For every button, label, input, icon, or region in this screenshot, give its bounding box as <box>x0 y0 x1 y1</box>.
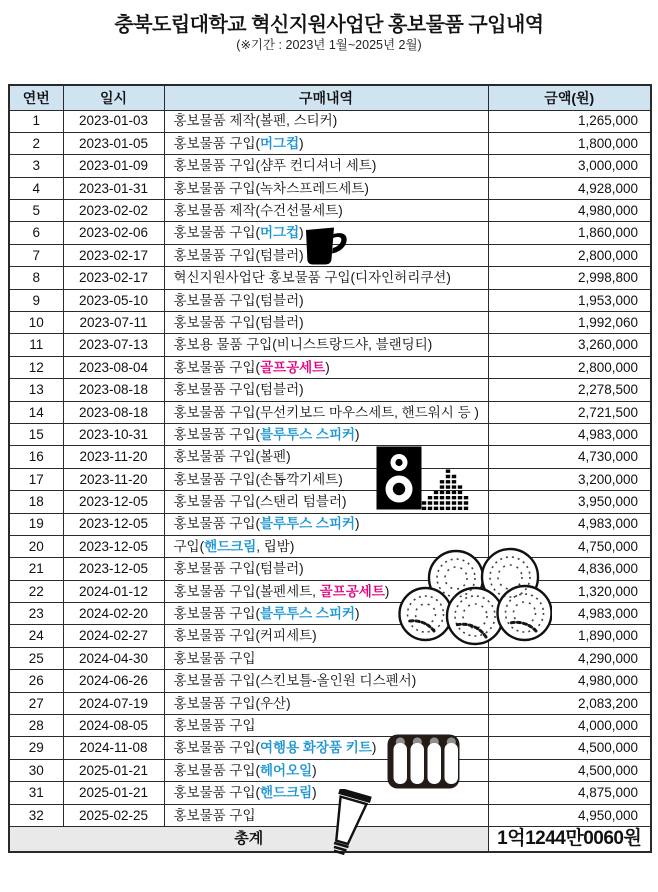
row-number: 4 <box>9 177 63 199</box>
table-row <box>9 356 651 378</box>
table-row <box>9 289 651 311</box>
row-date: 2023-12-05 <box>63 513 164 535</box>
item-text-post: ) <box>299 135 304 151</box>
table-row <box>9 468 651 490</box>
row-date: 2023-07-11 <box>63 312 164 334</box>
item-text-post: ) <box>355 426 360 442</box>
table-row <box>9 244 651 266</box>
item-highlight: 머그컵 <box>260 135 300 151</box>
row-item <box>164 647 488 669</box>
row-amount: 1,320,000 <box>488 580 651 602</box>
row-number: 2 <box>9 132 63 154</box>
row-date: 2023-02-02 <box>63 200 164 222</box>
item-text: 홍보물품 구입( <box>173 740 260 756</box>
row-amount: 4,500,000 <box>488 759 651 781</box>
table-body <box>9 110 651 827</box>
item-text: 홍보물품 구입(텀블러) <box>173 314 304 330</box>
row-number: 1 <box>9 110 63 132</box>
row-item <box>164 177 488 199</box>
row-date: 2024-04-30 <box>63 647 164 669</box>
item-highlight: 헤어오일 <box>260 762 313 778</box>
item-text: 홍보물품 구입( <box>173 426 260 442</box>
row-item <box>164 312 488 334</box>
row-date: 2023-12-05 <box>63 558 164 580</box>
row-number: 21 <box>9 558 63 580</box>
item-highlight: 블루투스 스피커 <box>260 426 356 442</box>
item-text: 홍보물품 구입( <box>173 135 260 151</box>
row-number: 22 <box>9 580 63 602</box>
row-item <box>164 491 488 513</box>
item-text-post: ) <box>299 225 304 241</box>
item-text: 홍보물품 구입(우산) <box>173 695 291 711</box>
row-date: 2025-02-25 <box>63 804 164 826</box>
row-amount: 4,000,000 <box>488 715 651 737</box>
row-date: 2024-06-26 <box>63 670 164 692</box>
table-row <box>9 379 651 401</box>
table-row <box>9 513 651 535</box>
row-number: 3 <box>9 155 63 177</box>
table-row <box>9 491 651 513</box>
row-item <box>164 603 488 625</box>
row-item <box>164 580 488 602</box>
row-amount: 2,800,000 <box>488 244 651 266</box>
row-number: 5 <box>9 200 63 222</box>
item-text: 홍보물품 구입(녹차스프레드세트) <box>173 180 369 196</box>
row-number: 17 <box>9 468 63 490</box>
item-text: 홍보물품 구입(샴푸 컨디셔너 세트) <box>173 158 377 174</box>
table-row <box>9 401 651 423</box>
row-number: 16 <box>9 446 63 468</box>
item-text: 홍보물품 구입(텀블러) <box>173 382 304 398</box>
item-text: 홍보물품 제작(수건선물세트) <box>173 203 343 218</box>
col-header-amount: 금액(원) <box>488 85 651 110</box>
row-amount: 2,721,500 <box>488 401 651 423</box>
row-number: 11 <box>9 334 63 356</box>
row-amount: 3,000,000 <box>488 155 651 177</box>
item-text: 홍보물품 구입 <box>173 717 256 733</box>
table-row <box>9 312 651 334</box>
table-row <box>9 782 651 804</box>
table-row <box>9 334 651 356</box>
item-text: 홍보물품 구입(텀블러) <box>173 247 304 263</box>
row-date: 2023-01-03 <box>63 110 164 132</box>
row-item <box>164 670 488 692</box>
row-date: 2023-11-20 <box>63 468 164 490</box>
table-row <box>9 155 651 177</box>
row-amount: 4,950,000 <box>488 804 651 826</box>
row-date: 2023-01-31 <box>63 177 164 199</box>
total-label: 총계 <box>9 827 488 852</box>
table-row <box>9 535 651 557</box>
row-amount: 4,983,000 <box>488 513 651 535</box>
item-highlight: 머그컵 <box>260 225 300 241</box>
page-subtitle: (※기간 : 2023년 1월~2025년 2월) <box>236 38 422 52</box>
table-row <box>9 670 651 692</box>
item-text-post: ) <box>384 583 390 599</box>
table-row <box>9 200 651 222</box>
row-number: 12 <box>9 356 63 378</box>
row-number: 8 <box>9 267 63 289</box>
purchase-table <box>8 84 652 853</box>
table-row <box>9 132 651 154</box>
row-number: 7 <box>9 244 63 266</box>
row-date: 2024-08-05 <box>63 715 164 737</box>
table-row <box>9 759 651 781</box>
row-item <box>164 289 488 311</box>
row-date: 2025-01-21 <box>63 782 164 804</box>
item-highlight: 골프공세트 <box>319 583 385 599</box>
row-number: 30 <box>9 759 63 781</box>
row-item <box>164 715 488 737</box>
item-text-post: ) <box>312 762 317 778</box>
row-date: 2023-05-10 <box>63 289 164 311</box>
item-text-post: ) <box>312 785 317 801</box>
item-text: 홍보물품 구입(무선키보드 마우스세트, 핸드워시 등 ) <box>173 404 479 420</box>
row-date: 2023-01-05 <box>63 132 164 154</box>
item-text: 홍보물품 구입 <box>173 807 256 823</box>
row-number: 28 <box>9 715 63 737</box>
page-title: 충북도립대학교 혁신지원사업단 홍보물품 구입내역 <box>114 14 544 36</box>
item-highlight: 여행용 화장품 키트 <box>260 740 372 756</box>
row-amount: 1,890,000 <box>488 625 651 647</box>
row-date: 2023-12-05 <box>63 535 164 557</box>
row-number: 18 <box>9 491 63 513</box>
row-date: 2023-11-20 <box>63 446 164 468</box>
row-number: 15 <box>9 423 63 445</box>
row-number: 13 <box>9 379 63 401</box>
item-highlight: 블루투스 스피커 <box>260 516 356 532</box>
row-date: 2024-11-08 <box>63 737 164 759</box>
table-row <box>9 558 651 580</box>
row-item <box>164 625 488 647</box>
row-amount: 4,983,000 <box>488 423 651 445</box>
row-item <box>164 804 488 826</box>
row-number: 25 <box>9 647 63 669</box>
item-text: 홍보물품 구입( <box>173 516 260 532</box>
item-text: 혁신지원사업단 홍보물품 구입(디자인허리쿠션) <box>173 270 451 286</box>
row-item <box>164 535 488 557</box>
row-number: 31 <box>9 782 63 804</box>
row-item <box>164 200 488 222</box>
row-amount: 1,992,060 <box>488 312 651 334</box>
row-item <box>164 468 488 490</box>
row-item <box>164 423 488 445</box>
item-text: 홍보물품 구입(텀블러) <box>173 561 304 577</box>
row-amount: 4,928,000 <box>488 177 651 199</box>
item-text: 홍보물품 구입(커피세트) <box>173 628 317 644</box>
row-date: 2023-02-17 <box>63 267 164 289</box>
item-text: 홍보용 물품 구입(비니스트랑드샤, 블랜딩티) <box>173 337 433 353</box>
row-amount: 4,980,000 <box>488 200 651 222</box>
total-amount: 1억1244만0060원 <box>488 827 651 852</box>
table-row <box>9 267 651 289</box>
row-number: 19 <box>9 513 63 535</box>
table-row <box>9 625 651 647</box>
row-item <box>164 356 488 378</box>
row-number: 10 <box>9 312 63 334</box>
row-item <box>164 558 488 580</box>
row-amount: 3,950,000 <box>488 491 651 513</box>
row-amount: 2,800,000 <box>488 356 651 378</box>
row-date: 2023-08-18 <box>63 379 164 401</box>
row-amount: 1,860,000 <box>488 222 651 244</box>
row-item <box>164 379 488 401</box>
table-row <box>9 110 651 132</box>
row-amount: 4,750,000 <box>488 535 651 557</box>
row-number: 14 <box>9 401 63 423</box>
item-highlight: 핸드크림 <box>260 785 313 801</box>
item-text: 홍보물품 구입( <box>173 785 260 801</box>
row-item <box>164 401 488 423</box>
table-row <box>9 580 651 602</box>
row-item <box>164 155 488 177</box>
row-amount: 4,836,000 <box>488 558 651 580</box>
item-text: 홍보물품 구입(스킨보틀-올인원 디스펜서) <box>173 673 417 689</box>
row-item <box>164 132 488 154</box>
row-number: 26 <box>9 670 63 692</box>
item-highlight: 골프공세트 <box>260 359 326 375</box>
item-text-post: ) <box>371 740 377 756</box>
row-item <box>164 110 488 132</box>
row-amount: 3,200,000 <box>488 468 651 490</box>
row-item <box>164 334 488 356</box>
item-text: 구입( <box>173 538 205 554</box>
table-row <box>9 423 651 445</box>
item-text: 홍보물품 구입(스탠리 텀블러) <box>173 494 347 510</box>
row-number: 29 <box>9 737 63 759</box>
row-date: 2023-07-13 <box>63 334 164 356</box>
item-text-post: , 립밤) <box>256 538 295 554</box>
row-date: 2024-07-19 <box>63 692 164 714</box>
row-item <box>164 692 488 714</box>
item-text-post: ) <box>355 606 360 622</box>
row-number: 23 <box>9 603 63 625</box>
row-item <box>164 446 488 468</box>
row-item <box>164 267 488 289</box>
row-date: 2023-02-06 <box>63 222 164 244</box>
row-item <box>164 737 488 759</box>
item-text: 홍보물품 구입 <box>173 650 256 666</box>
item-text: 홍보물품 구입( <box>173 606 260 622</box>
item-text: 홍보물품 구입(텀블러) <box>173 292 304 308</box>
item-text-post: ) <box>325 359 330 375</box>
row-number: 24 <box>9 625 63 647</box>
row-item <box>164 782 488 804</box>
item-text: 홍보물품 구입(볼펜) <box>173 449 291 465</box>
row-amount: 3,260,000 <box>488 334 651 356</box>
header-row <box>9 85 651 110</box>
item-text: 홍보물품 구입( <box>173 225 260 241</box>
item-text: 홍보물품 구입(볼펜세트, <box>173 583 320 599</box>
row-date: 2023-10-31 <box>63 423 164 445</box>
item-text: 홍보물품 구입( <box>173 359 260 375</box>
row-date: 2023-08-04 <box>63 356 164 378</box>
row-date: 2023-08-18 <box>63 401 164 423</box>
row-item <box>164 759 488 781</box>
row-amount: 4,875,000 <box>488 782 651 804</box>
item-text-post: ) <box>355 516 360 532</box>
row-amount: 2,998,800 <box>488 267 651 289</box>
col-header-date: 일시 <box>63 85 164 110</box>
row-date: 2023-01-09 <box>63 155 164 177</box>
row-number: 6 <box>9 222 63 244</box>
table-row <box>9 647 651 669</box>
row-amount: 4,983,000 <box>488 603 651 625</box>
row-date: 2023-02-17 <box>63 244 164 266</box>
row-item <box>164 222 488 244</box>
table-row <box>9 737 651 759</box>
row-amount: 2,083,200 <box>488 692 651 714</box>
col-header-item: 구매내역 <box>164 85 488 110</box>
row-amount: 4,980,000 <box>488 670 651 692</box>
table-row <box>9 222 651 244</box>
table-row <box>9 692 651 714</box>
row-number: 9 <box>9 289 63 311</box>
item-highlight: 블루투스 스피커 <box>260 606 356 622</box>
table-row <box>9 804 651 826</box>
table-row <box>9 446 651 468</box>
row-number: 32 <box>9 804 63 826</box>
row-amount: 1,953,000 <box>488 289 651 311</box>
row-date: 2023-12-05 <box>63 491 164 513</box>
row-date: 2024-02-20 <box>63 603 164 625</box>
row-amount: 4,500,000 <box>488 737 651 759</box>
row-date: 2024-01-12 <box>63 580 164 602</box>
row-amount: 1,265,000 <box>488 110 651 132</box>
table-row <box>9 177 651 199</box>
item-text: 홍보물품 제작(볼펜, 스티커) <box>173 113 338 129</box>
row-date: 2025-01-21 <box>63 759 164 781</box>
row-item <box>164 513 488 535</box>
row-amount: 2,278,500 <box>488 379 651 401</box>
row-amount: 4,730,000 <box>488 446 651 468</box>
item-text: 홍보물품 구입(손톱깍기세트) <box>173 471 343 487</box>
row-number: 27 <box>9 692 63 714</box>
item-highlight: 핸드크림 <box>204 538 257 554</box>
row-item <box>164 244 488 266</box>
row-number: 20 <box>9 535 63 557</box>
table-row <box>9 715 651 737</box>
total-row <box>9 827 651 852</box>
row-date: 2024-02-27 <box>63 625 164 647</box>
row-amount: 4,290,000 <box>488 647 651 669</box>
row-amount: 1,800,000 <box>488 132 651 154</box>
col-header-no: 연번 <box>9 85 63 110</box>
item-text: 홍보물품 구입( <box>173 762 260 778</box>
table-row <box>9 603 651 625</box>
